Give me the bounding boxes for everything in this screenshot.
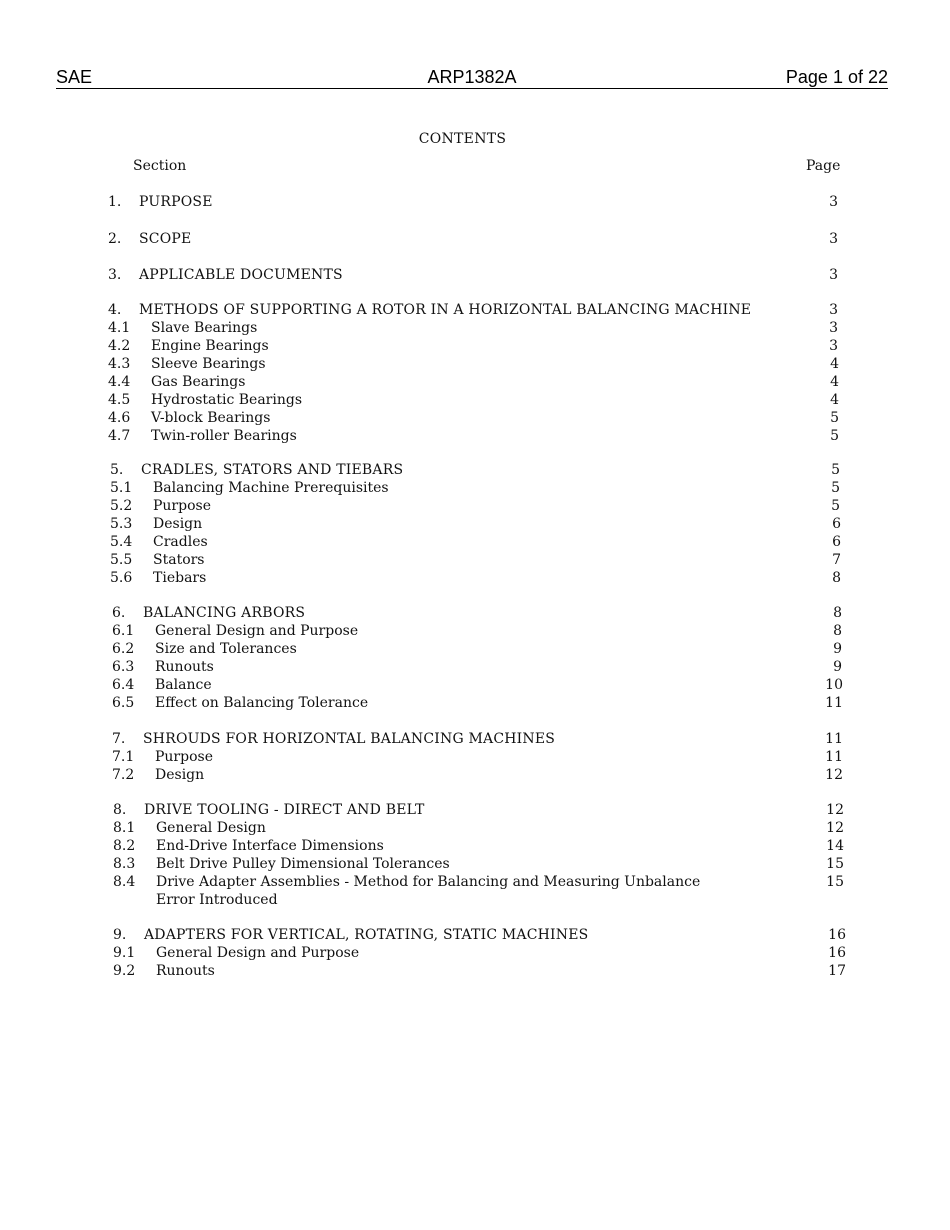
toc-entry-number: 6.5 — [112, 695, 135, 711]
toc-entry-number: 4. — [108, 302, 122, 318]
toc-entry-number: 6.4 — [112, 677, 135, 693]
toc-entry-title: Gas Bearings — [151, 374, 246, 390]
toc-entry-number: 4.4 — [108, 374, 131, 390]
toc-entry-number: 8.4 — [113, 874, 136, 890]
toc-entry-title: Tiebars — [153, 570, 207, 586]
toc-entry-title: Design — [155, 767, 205, 783]
toc-entry-title: General Design — [156, 820, 266, 836]
toc-entry-number: 5. — [110, 462, 124, 478]
toc-entry-title: Cradles — [153, 534, 208, 550]
page-header — [56, 66, 888, 89]
toc-entry-title: End-Drive Interface Dimensions — [156, 838, 384, 854]
toc-entry-title: Belt Drive Pulley Dimensional Tolerances — [156, 856, 450, 872]
toc-entry-title: CRADLES, STATORS AND TIEBARS — [141, 462, 404, 478]
toc-entry-page: 12 — [826, 802, 844, 818]
toc-entry-title: Drive Adapter Assemblies - Method for Balancing and Measuring Unbalance — [156, 874, 701, 890]
toc-entry-page: 15 — [826, 874, 844, 890]
contents-title: CONTENTS — [418, 131, 507, 147]
toc-entry-number: 8.1 — [113, 820, 136, 836]
toc-entry-page: 6 — [832, 534, 841, 550]
toc-entry-number: 4.2 — [108, 338, 131, 354]
header-org: SAE — [56, 67, 93, 87]
toc-entry-page: 5 — [830, 428, 839, 444]
toc-entry-title: Balance — [155, 677, 212, 693]
toc-entry-number: 4.1 — [108, 320, 131, 336]
toc-entry-title: Balancing Machine Prerequisites — [153, 480, 389, 496]
toc-entry-page: 9 — [833, 659, 842, 675]
toc-entry-number: 4.3 — [108, 356, 131, 372]
toc-entry-number: 6. — [112, 605, 126, 621]
toc-entry-title: ADAPTERS FOR VERTICAL, ROTATING, STATIC MACHINES — [144, 927, 589, 943]
toc-entry-page: 8 — [833, 623, 842, 639]
toc-entry-number: 8.3 — [113, 856, 136, 872]
toc-entry-title: SCOPE — [139, 231, 192, 247]
toc-entry-number: 5.1 — [110, 480, 133, 496]
toc-entry-title: Purpose — [155, 749, 213, 765]
toc-entry-page: 11 — [825, 749, 843, 765]
toc-entry-page: 12 — [825, 767, 843, 783]
toc-entry-title: V-block Bearings — [151, 410, 271, 426]
toc-entry-page: 4 — [830, 374, 839, 390]
toc-entry-number: 6.3 — [112, 659, 135, 675]
toc-entry-page: 3 — [829, 231, 838, 247]
toc-entry-number: 7.2 — [112, 767, 135, 783]
toc-entry-page: 10 — [825, 677, 843, 693]
toc-entry-page: 11 — [825, 695, 843, 711]
toc-entry-page: 3 — [829, 320, 838, 336]
toc-entry-title: Twin-roller Bearings — [151, 428, 297, 444]
toc-entry-title: Hydrostatic Bearings — [151, 392, 303, 408]
toc-entry-page: 9 — [833, 641, 842, 657]
toc-entry-title: APPLICABLE DOCUMENTS — [139, 267, 343, 283]
toc-entry-title: Slave Bearings — [151, 320, 258, 336]
toc-entry-number: 5.2 — [110, 498, 133, 514]
toc-entry-number: 3. — [108, 267, 122, 283]
toc-entry-number: 1. — [108, 194, 122, 210]
toc-entry-number: 4.5 — [108, 392, 131, 408]
toc-entry-title: Effect on Balancing Tolerance — [155, 695, 369, 711]
toc-entry-number: 4.6 — [108, 410, 131, 426]
toc-entry-title: SHROUDS FOR HORIZONTAL BALANCING MACHINES — [143, 731, 556, 747]
toc-entry-title: General Design and Purpose — [156, 945, 360, 961]
toc-entry-page: 14 — [826, 838, 844, 854]
toc-entry-page: 8 — [832, 570, 841, 586]
toc-entry-number: 5.5 — [110, 552, 133, 568]
toc-entry-title: Purpose — [153, 498, 211, 514]
toc-entry-number: 5.3 — [110, 516, 133, 532]
toc-entry-title: Runouts — [156, 963, 215, 979]
toc-entry-number: 7.1 — [112, 749, 135, 765]
toc-entry-number: 6.2 — [112, 641, 135, 657]
toc-entry-title: PURPOSE — [139, 194, 213, 210]
toc-entry-page: 3 — [829, 267, 838, 283]
toc-entry-title: Error Introduced — [156, 892, 278, 908]
section-column-heading: Section — [133, 158, 187, 174]
toc-entry-page: 3 — [829, 194, 838, 210]
toc-entry-page: 15 — [826, 856, 844, 872]
toc-entry-title: METHODS OF SUPPORTING A ROTOR IN A HORIZONTAL BALANCING MACHINE — [139, 302, 752, 318]
toc-entry-number: 4.7 — [108, 428, 131, 444]
toc-entry-number: 9.1 — [113, 945, 136, 961]
toc-entry-title: Runouts — [155, 659, 214, 675]
toc-entry-page: 12 — [826, 820, 844, 836]
toc-entry-number: 6.1 — [112, 623, 135, 639]
toc-entry-page: 8 — [833, 605, 842, 621]
header-page-count: Page 1 of 22 — [785, 67, 888, 87]
toc-entry-page: 6 — [832, 516, 841, 532]
toc-entry-title: DRIVE TOOLING - DIRECT AND BELT — [144, 802, 425, 818]
toc-entry-title: Sleeve Bearings — [151, 356, 266, 372]
toc-entry-title: Stators — [153, 552, 205, 568]
toc-entry-page: 11 — [825, 731, 843, 747]
toc-entry-page: 5 — [831, 462, 840, 478]
toc-entry-title: Design — [153, 516, 203, 532]
toc-entry-title: Size and Tolerances — [155, 641, 297, 657]
toc-entry-number: 9. — [113, 927, 127, 943]
page-column-heading: Page — [806, 158, 841, 174]
toc-entry-page: 4 — [830, 356, 839, 372]
toc-entry-page: 7 — [832, 552, 841, 568]
toc-entry-page: 17 — [828, 963, 846, 979]
toc-entry-page: 5 — [831, 498, 840, 514]
toc-entry-number: 9.2 — [113, 963, 136, 979]
toc-entry-page: 3 — [829, 338, 838, 354]
toc-entry-number: 8. — [113, 802, 127, 818]
toc-entry-title: General Design and Purpose — [155, 623, 359, 639]
toc-entry-page: 4 — [830, 392, 839, 408]
toc-entry-number: 7. — [112, 731, 126, 747]
toc-entry-page: 16 — [828, 927, 846, 943]
toc-entry-title: Engine Bearings — [151, 338, 269, 354]
toc-entry-page: 5 — [831, 480, 840, 496]
toc-entry-page: 5 — [830, 410, 839, 426]
toc-entry-number: 5.6 — [110, 570, 133, 586]
toc-entry-number: 2. — [108, 231, 122, 247]
toc-entry-page: 3 — [829, 302, 838, 318]
toc-entry-page: 16 — [828, 945, 846, 961]
toc-entry-number: 5.4 — [110, 534, 133, 550]
toc-entry-number: 8.2 — [113, 838, 136, 854]
header-doc-id: ARP1382A — [427, 67, 517, 87]
toc-entry-title: BALANCING ARBORS — [143, 605, 306, 621]
